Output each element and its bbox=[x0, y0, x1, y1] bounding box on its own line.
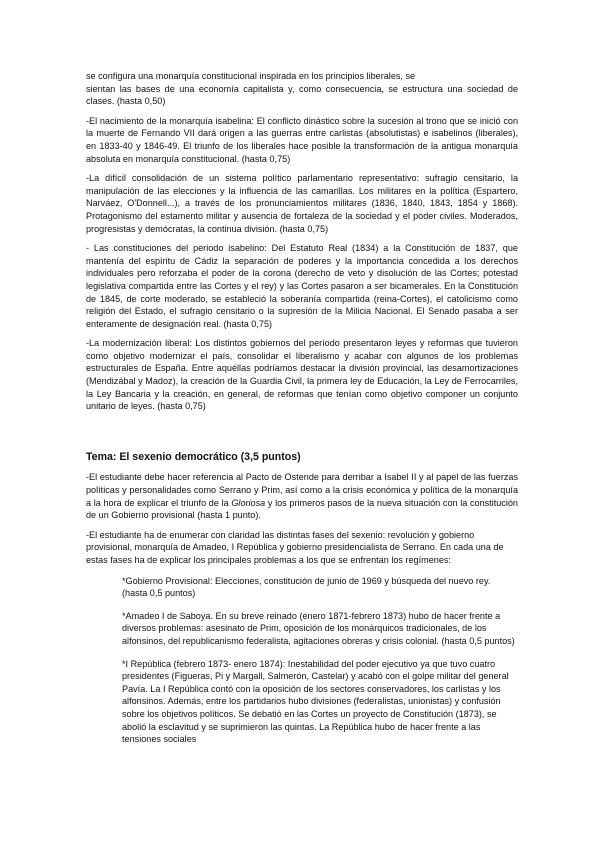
paragraph-constituciones: - Las constituciones del periodo isabelino: Del Estatuto Real (1834) a la Constitución de 1837, que mantenía del espíritu de Cádiz la separación de poderes y la importancia concedida a los derechos individuales pero reforzaba el poder de la corona (derecho de veto y disolución de las Cortes; potestad legislativa compartida entre las Cortes y el rey) y las Cortes pasaron a ser bicamerales. En la Constitución de 1845, de corte moderado, se estableció la soberanía compartida (reina-Cortes), el catolicismo como religión del Estado, el sufragio censitario o la supresión de la Milicia Nacional. El Senado pasaba a ser enteramente de designación real. (hasta 0,75) bbox=[86, 243, 518, 329]
paragraph-consolidacion: -La difícil consolidación de un sistema político parlamentario representativo: sufragio censitario, la manipulación de las elecciones y la influencia de las camarillas. Los militares en la política (Espartero, Narváez, O'Donnell...), a través de los pronunciamientos militares (1836, 1840, 1843, 1854 y 1868). Protagonismo del estamento militar y ausencia de fortaleza de la sociedad y el poder civiles. Moderados, progresistas y demócratas, la continua división. (hasta 0,75) bbox=[86, 173, 518, 234]
paragraph-modernizacion: -La modernización liberal: Los distintos gobiernos del período presentaron leyes y reformas que tuvieron como objetivo modernizar el país, consolidar el liberalismo y acabar con algunos de los problemas estructurales de España. Entre aquéllas podríamos destacar la división provincial, las desamortizaciones (Mendizábal y Madoz), la creación de la Guardia Civil, la primera ley de Educación, la Ley de Ferrocarriles, la Ley Bancaria y la creación, en general, de reformas que tenían como objetivo componer un conjunto unitario de leyes. (hasta 0,75) bbox=[86, 338, 518, 412]
ostende-text-after: y los primeros pasos de la nueva situación con la constitución de un Gobierno provisional (hasta 1 punto). bbox=[86, 497, 518, 521]
list-item-amadeo: *Amadeo I de Saboya. En su breve reinado (enero 1871-febrero 1873) hubo de hacer frente a diversos problemas: asesinato de Prim, oposición de los monárquicos tradicionales, de los alfonsinos, del republicanismo federalista, agitaciones obreras y crisis colonial. (hasta 0,5 puntos) bbox=[122, 610, 515, 646]
ostende-text-before: -El estudiante debe hacer referencia al Pacto de Ostende para derribar a Isabel II y al papel de las fuerzas políticas y personalidades como Serrano y Prim, así como a la crisis económica y política de la monarquía a la hora de explicar el triunfo de la bbox=[86, 472, 518, 508]
list-item-gobierno-provisional: *Gobierno Provisional: Elecciones, constitución de junio de 1969 y búsqueda del nuevo rey. (hasta 0,5 puntos) bbox=[122, 575, 491, 599]
paragraph-pacto-ostende bbox=[86, 471, 518, 521]
intro-line-2: sientan las bases de una economía capitalista y, como consecuencia, se estructura una sociedad de clases. (hasta 0,50) bbox=[86, 83, 518, 107]
gloriosa-italic: Gloriosa bbox=[231, 497, 266, 508]
list-item-primera-republica: *I República (febrero 1873- enero 1874): Inestabilidad del poder ejecutivo ya que tuvo cuatro presidentes (Figueras, Pi y Margall, Salmerón, Castelar) y acabó con el golpe militar del general Pavía. La I República contó con la oposición de los sectores conservadores, los carlistas y los alfonsinos. Además, entre los partidarios hubo divisiones (federalistas, unionistas) y confusión sobre los objetivos políticos. Se debatió en las Cortes un proyecto de Constitución (1873), se abolió la esclavitud y se suprimieron las quintas. La República hubo de hacer frente a las tensiones sociales bbox=[122, 658, 509, 745]
intro-line-1: se configura una monarquía constitucional inspirada en los principios liberales, se bbox=[86, 71, 416, 81]
paragraph-fases-sexenio: -El estudiante ha de enumerar con claridad las distintas fases del sexenio: revolución y gobierno provisional, monarquía de Amadeo, I República y gobierno presidencialista de Serrano. En cada una de estas fases ha de explicar los principales problemas a los que se enfrentan los regímenes: bbox=[86, 529, 504, 565]
phases-list bbox=[86, 575, 518, 746]
paragraph-monarquia-isabelina: -El nacimiento de la monarquía isabelina: El conflicto dinástico sobre la sucesión al trono que se inició con la muerte de Fernando VII dará origen a las guerras entre carlistas (absolutistas) e isabelinos (liberales), en 1833-40 y 1846-49. El triunfo de los liberales hace posible la transformación de la antigua monarquía absoluta en monarquía constitucional. (hasta 0,75) bbox=[86, 115, 518, 164]
document-page bbox=[86, 70, 518, 746]
section-heading: Tema: El sexenio democrático (3,5 puntos) bbox=[86, 450, 301, 463]
